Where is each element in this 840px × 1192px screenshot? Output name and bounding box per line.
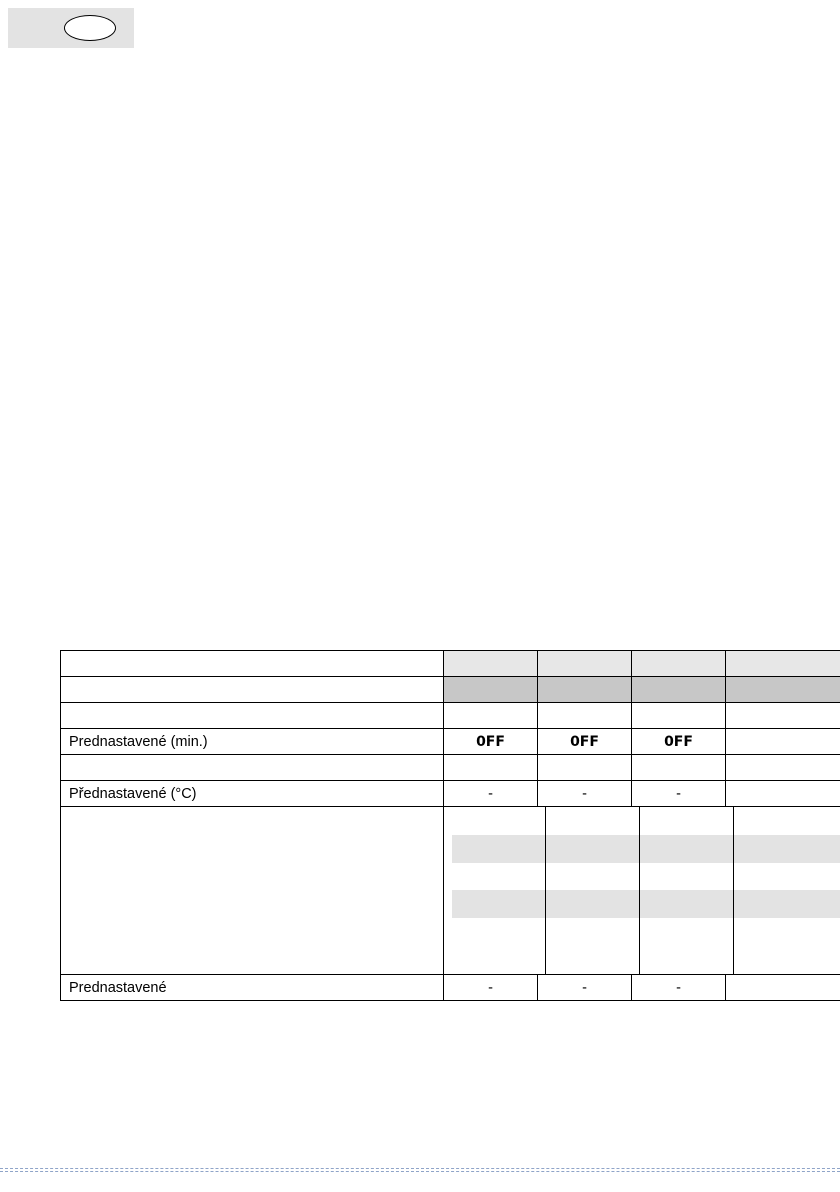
- table-striped-band-row: [61, 807, 840, 975]
- row-label: Přednastavené (°C): [61, 781, 444, 807]
- band-col-2: [546, 807, 640, 974]
- subheader-cell-1: [444, 677, 538, 703]
- row-value-2: -: [538, 781, 632, 807]
- table-row: [61, 729, 840, 755]
- row-value-1: [444, 703, 538, 729]
- row-value-2: [538, 703, 632, 729]
- band-col-3: [640, 807, 734, 974]
- page-header-badge: [8, 8, 134, 48]
- band-col-4: [734, 807, 840, 974]
- row-label: Prednastavené: [61, 975, 444, 1001]
- table-row: [61, 703, 840, 729]
- row-value-2: 0FF: [538, 729, 632, 755]
- row-label: [61, 703, 444, 729]
- spec-table-container: [60, 650, 840, 1001]
- row-label: [61, 755, 444, 781]
- table-header-row: [61, 651, 840, 677]
- row-value-2: -: [538, 975, 632, 1001]
- spec-table: [60, 650, 840, 1001]
- row-value-3: [632, 755, 726, 781]
- table-row: [61, 755, 840, 781]
- row-value-2: [538, 755, 632, 781]
- row-value-1: -: [444, 975, 538, 1001]
- header-cell-1: [444, 651, 538, 677]
- row-value-4: [726, 755, 840, 781]
- row-value-4: [726, 781, 840, 807]
- footer-divider: [0, 1168, 840, 1169]
- band-stripes: [444, 807, 840, 975]
- row-value-4: [726, 703, 840, 729]
- row-value-3: -: [632, 781, 726, 807]
- row-value-3: [632, 703, 726, 729]
- table-row: [61, 975, 840, 1001]
- row-value-1: [444, 755, 538, 781]
- row-value-1: 0FF: [444, 729, 538, 755]
- band-col-1: [452, 807, 546, 974]
- row-value-3: 0FF: [632, 729, 726, 755]
- header-cell-3: [632, 651, 726, 677]
- footer-divider-secondary: [0, 1171, 840, 1172]
- badge-label: [64, 15, 116, 41]
- subheader-cell-3: [632, 677, 726, 703]
- subheader-cell-4: [726, 677, 840, 703]
- row-value-4: [726, 975, 840, 1001]
- header-cell-2: [538, 651, 632, 677]
- band-label: [61, 807, 444, 975]
- row-label: Prednastavené (min.): [61, 729, 444, 755]
- header-cell-4: [726, 651, 840, 677]
- row-value-1: -: [444, 781, 538, 807]
- table-subheader-row: [61, 677, 840, 703]
- header-cell-label: [61, 651, 444, 677]
- row-value-4: [726, 729, 840, 755]
- row-value-3: -: [632, 975, 726, 1001]
- subheader-cell-label: [61, 677, 444, 703]
- table-row: [61, 781, 840, 807]
- subheader-cell-2: [538, 677, 632, 703]
